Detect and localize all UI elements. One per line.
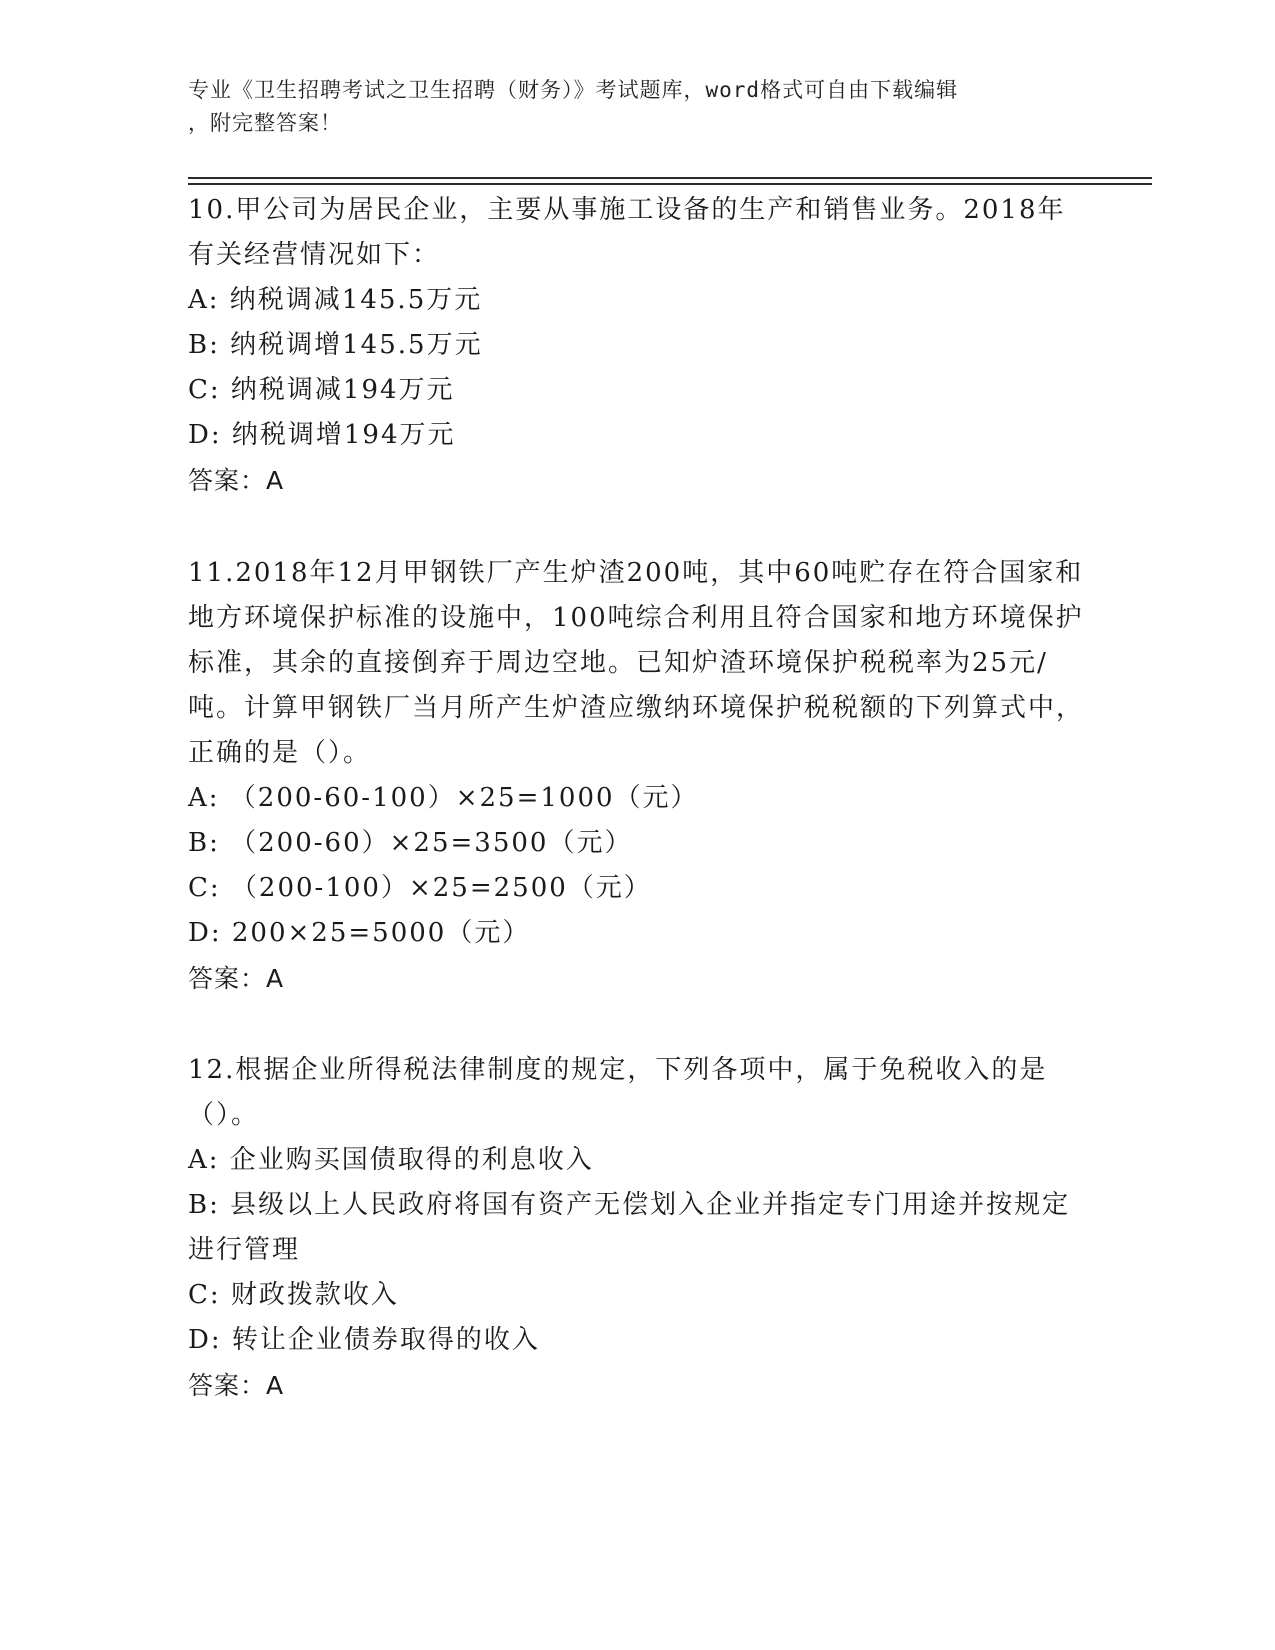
option-d: D: 转让企业债券取得的收入 xyxy=(188,1325,540,1355)
option-c: C: 纳税调减194万元 xyxy=(188,375,455,405)
answer: 答案：A xyxy=(188,466,285,495)
question-stem: 10.甲公司为居民企业，主要从事施工设备的生产和销售业务。2018年有关经营情况如下： xyxy=(188,195,1066,270)
option-d: D: 纳税调增194万元 xyxy=(188,420,456,450)
option-b: B: 县级以上人民政府将国有资产无偿划入企业并指定专门用途并按规定进行管理 xyxy=(188,1190,1071,1265)
option-b: B: 纳税调增145.5万元 xyxy=(188,330,483,360)
question-10 xyxy=(188,188,1088,503)
header-line-1: 专业《卫生招聘考试之卫生招聘（财务）》考试题库，word格式可自由下载编辑 xyxy=(188,78,959,102)
option-b: B: （200-60）×25=3500（元） xyxy=(188,828,633,858)
option-a: A: 纳税调减145.5万元 xyxy=(188,285,483,315)
answer: 答案：A xyxy=(188,1371,285,1400)
answer: 答案：A xyxy=(188,964,285,993)
option-c: C: （200-100）×25=2500（元） xyxy=(188,873,652,903)
document-header xyxy=(188,74,1068,140)
question-stem: 11.2018年12月甲钢铁厂产生炉渣200吨，其中60吨贮存在符合国家和地方环境保护标准的设施中，100吨综合利用且符合国家和地方环境保护标准，其余的直接倒弃于周边空地。已知炉渣环境保护税税率为25元/吨。计算甲钢铁厂当月所产生炉渣应缴纳环境保护税税额的下列算式中，正确的是（）。 xyxy=(188,558,1085,768)
question-12 xyxy=(188,1048,1088,1408)
header-divider-bottom xyxy=(188,183,1152,185)
option-a: A: 企业购买国债取得的利息收入 xyxy=(188,1145,594,1175)
question-stem: 12.根据企业所得税法律制度的规定，下列各项中，属于免税收入的是（）。 xyxy=(188,1055,1048,1130)
header-divider-top xyxy=(188,177,1152,179)
option-a: A: （200-60-100）×25=1000（元） xyxy=(188,783,699,813)
header-line-2: ，附完整答案！ xyxy=(188,111,342,135)
question-11 xyxy=(188,551,1088,1001)
option-d: D: 200×25=5000（元） xyxy=(188,918,531,948)
option-c: C: 财政拨款收入 xyxy=(188,1280,399,1310)
